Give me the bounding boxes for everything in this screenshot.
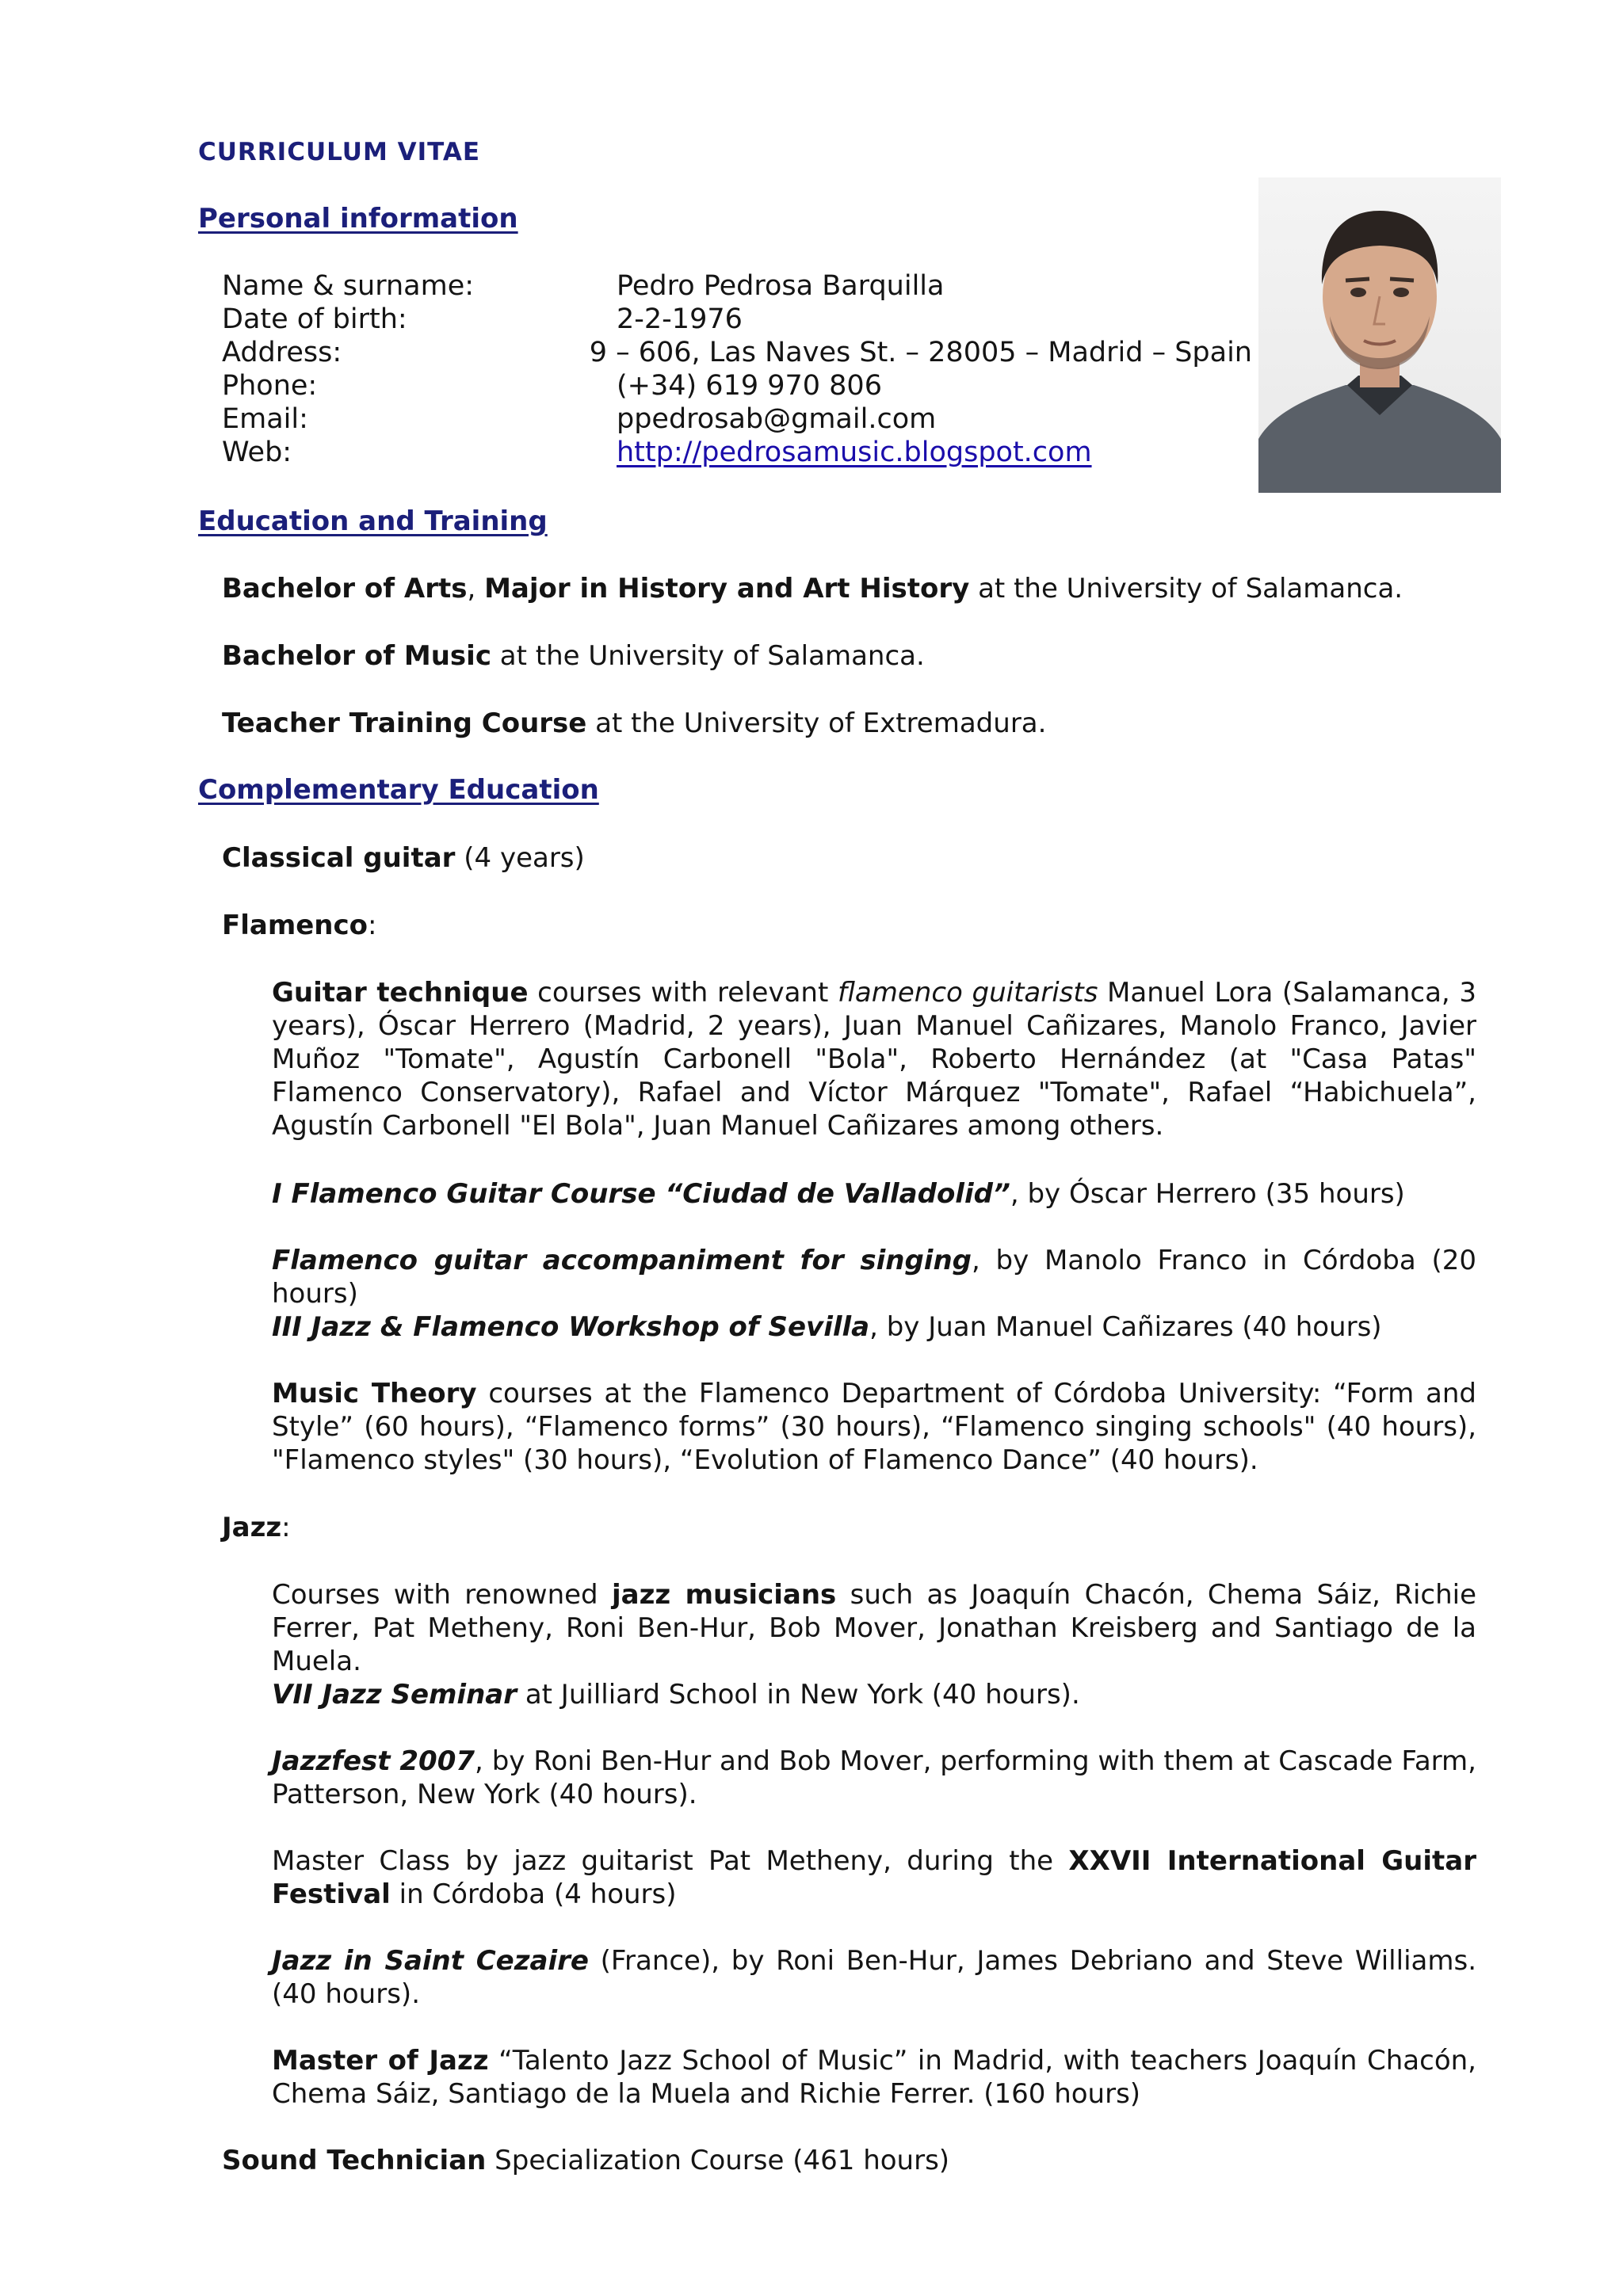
degree-name: Bachelor of Arts <box>222 573 468 605</box>
course-name: Sound Technician <box>222 2145 487 2176</box>
document-title: CURRICULUM VITAE <box>198 138 481 166</box>
flamenco-technique-item <box>272 976 1476 1142</box>
text: , by Manolo Franco in Córdoba (20 hours) <box>272 1245 1476 1310</box>
text: Manuel Lora (Salamanca, 3 years), Óscar Herrero (Madrid, 2 years), Juan Manuel Cañizares, Manolo Franco, Javier Muñoz "Tomate", Agustín Carbonell "Bola", Roberto Hernández (at "Casa Patas" Flamenco Conservatory), Rafael and Víctor Márquez "Tomate", Rafael “Habichuela”, Agustín Carbonell "El Bola", Juan Manuel Cañizares among others. <box>272 977 1477 1142</box>
education-heading: Education and Training <box>198 505 548 537</box>
complementary-heading: Complementary Education <box>198 774 599 806</box>
info-value: ppedrosab@gmail.com <box>617 403 937 435</box>
flamenco-sevilla-item <box>272 1310 1476 1344</box>
text: Master Class by jazz guitarist Pat Metheny, during the <box>272 1845 1069 1877</box>
text: : <box>368 910 377 941</box>
flamenco-accompaniment-item <box>272 1244 1476 1310</box>
personal-info-table <box>222 269 1252 469</box>
info-label: Name & surname: <box>222 270 475 302</box>
classical-guitar-item <box>222 841 1490 875</box>
course-name: Jazzfest 2007 <box>272 1745 475 1777</box>
info-row-name <box>222 269 1252 303</box>
info-label: Address: <box>222 337 342 368</box>
education-item-arts <box>222 572 1490 605</box>
info-value: Pedro Pedrosa Barquilla <box>617 270 945 302</box>
course-name: Guitar technique <box>272 977 529 1009</box>
flamenco-theory-item <box>272 1377 1476 1477</box>
info-row-address <box>222 336 1252 369</box>
subject-name: Flamenco <box>222 910 369 941</box>
info-label: Web: <box>222 437 292 468</box>
jazz-seminar-item <box>272 1678 1476 1711</box>
italic-text: flamenco guitarists <box>837 977 1098 1009</box>
course-name: Master of Jazz <box>272 2045 489 2077</box>
subject-name: Jazz <box>222 1512 282 1543</box>
text: , <box>467 573 485 605</box>
text: , by Óscar Herrero (35 hours) <box>1010 1178 1405 1210</box>
info-row-birth <box>222 303 1252 336</box>
text: Specialization Course (461 hours) <box>486 2145 950 2176</box>
info-row-phone <box>222 369 1252 402</box>
course-name: VII Jazz Seminar <box>272 1679 517 1711</box>
text: such as Joaquín Chacón, Chema Sáiz, Richie Ferrer, Pat Metheny, Roni Ben-Hur, Bob Mover, Jonathan Kreisberg and Santiago de la Muela. <box>272 1579 1477 1677</box>
subject-name: Classical guitar <box>222 842 456 874</box>
jazzfest-item <box>272 1745 1476 1811</box>
info-label: Date of birth: <box>222 303 407 335</box>
major-name: Major in History and Art History <box>484 573 970 605</box>
text: at the University of Salamanca. <box>491 640 925 672</box>
info-value: (+34) 619 970 806 <box>617 370 882 402</box>
course-name: III Jazz & Flamenco Workshop of Sevilla <box>272 1311 870 1343</box>
course-name: I Flamenco Guitar Course “Ciudad de Valladolid” <box>272 1178 1010 1210</box>
text: (France), by Roni Ben-Hur, James Debriano and Steve Williams. (40 hours). <box>272 1945 1476 2010</box>
text: : <box>281 1512 291 1543</box>
text: at the University of Salamanca. <box>969 573 1403 605</box>
master-of-jazz-item <box>272 2044 1476 2111</box>
info-label: Phone: <box>222 370 318 402</box>
jazz-cezaire-item <box>272 1944 1476 2011</box>
course-name: Music Theory <box>272 1378 477 1409</box>
text: Courses with renowned <box>272 1579 612 1611</box>
text: “Talento Jazz School of Music” in Madrid, with teachers Joaquín Chacón, Chema Sáiz, Santiago de la Muela and Richie Ferrer. (160 hours) <box>272 2045 1476 2110</box>
course-name: Flamenco guitar accompaniment for singing <box>272 1245 972 1276</box>
education-item-teacher <box>222 707 1490 740</box>
sound-technician-item <box>222 2144 1490 2177</box>
course-name: Jazz in Saint Cezaire <box>272 1945 589 1977</box>
jazz-masterclass-item <box>272 1844 1476 1911</box>
info-value: 9 – 606, Las Naves St. – 28005 – Madrid – Spain <box>589 337 1252 368</box>
info-value: 2-2-1976 <box>617 303 743 335</box>
web-link[interactable]: http://pedrosamusic.blogspot.com <box>617 437 1092 468</box>
education-item-music <box>222 639 1490 673</box>
bold-text: XXVII International Guitar Festival <box>272 1845 1476 1910</box>
text: in Córdoba (4 hours) <box>390 1878 677 1910</box>
text: at Juilliard School in New York (40 hours). <box>517 1679 1080 1711</box>
info-row-web <box>222 436 1252 469</box>
degree-name: Bachelor of Music <box>222 640 491 672</box>
info-label: Email: <box>222 403 308 435</box>
portrait-illustration <box>1258 177 1501 493</box>
info-row-email <box>222 402 1252 436</box>
jazz-courses-item <box>272 1578 1476 1678</box>
degree-name: Teacher Training Course <box>222 707 587 739</box>
text: , by Roni Ben-Hur and Bob Mover, performing with them at Cascade Farm, Patterson, New York (40 hours). <box>272 1745 1476 1810</box>
jazz-subheading <box>222 1511 1490 1544</box>
flamenco-subheading <box>222 909 1490 942</box>
flamenco-valladolid-item <box>272 1177 1476 1211</box>
text: , by Juan Manuel Cañizares (40 hours) <box>869 1311 1382 1343</box>
text: at the University of Extremadura. <box>586 707 1047 739</box>
profile-photo <box>1258 177 1501 493</box>
personal-information-heading: Personal information <box>198 203 518 235</box>
text: courses with relevant <box>528 977 838 1009</box>
text: (4 years) <box>455 842 585 874</box>
bold-text: jazz musicians <box>612 1579 837 1611</box>
text: courses at the Flamenco Department of Córdoba University: “Form and Style” (60 hours), “Flamenco forms” (30 hours), “Flamenco singing schools" (40 hours), "Flamenco styles" (30 hours), “Evolution of Flamenco Dance” (40 hours). <box>272 1378 1476 1476</box>
